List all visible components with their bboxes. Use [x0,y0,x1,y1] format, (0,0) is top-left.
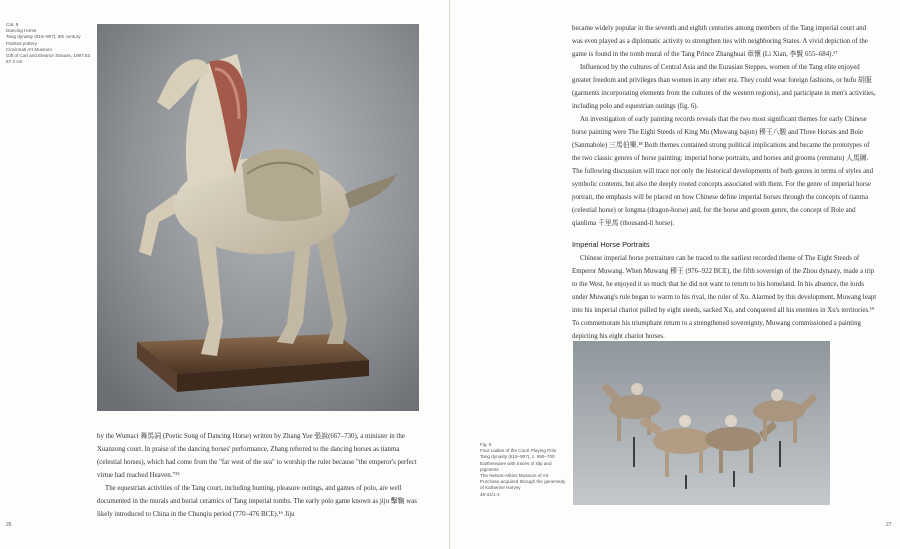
caption-line: Tang dynasty (618–907), c. 650–700 [480,454,555,460]
caption-line: Fig. 6 [480,442,492,447]
left-page-text [97,430,425,521]
caption-line: The Nelson-Atkins Museum of Art [480,473,549,479]
paragraph: Influenced by the cultures of Central Asia and the Eurasian Steppes, women of the Tang elite enjoyed greater freedom and privileges than women in any other era. They could wear foreign fashions, or hufu 胡服 (garments incorporating elements from the cultures of the western regions), and participate in men's activities, including polo and equestrian outings (fig. 6). [572,64,876,110]
paragraph: Chinese imperial horse portraiture can be traced to the earliest recorded theme of The Eight Steeds of Emperor Muwang. When Muwang 穆王 (976–922 BCE), the fifth sovereign of the Zhou dynasty, made a trip to the West, he enjoyed it so much that he did not want to return to his homeland. In his absence, the lords under Muwang's rule began to warm to his rival, the ruler of Xu. Alarmed by this development, Muwang leapt into his imperial chariot pulled by eight steeds, sacked Xu, and conquered all his enemies in Xu's territories.¹⁹ To commemorate his triumphant return to a strengthened sovereignty, Muwang commissioned a painting depicting his eight chariot horses. [572,255,877,340]
caption-line: Four Ladies of the Court Playing Polo [480,448,557,454]
caption-line: Purchase acquired through the generosity [480,479,566,485]
caption-line: Dancing Horse [6,28,37,34]
caption-line: Cat. 9 [6,22,19,27]
caption-line: Cincinnati Art Museum [6,46,52,52]
caption-line: Earthenware with traces of slip and [480,460,552,466]
page-number-left: 26 [6,522,12,528]
page-number-right: 27 [886,522,892,528]
caption-line: Tang dynasty (618–907), 8th century [6,34,81,40]
caption-line: of Katherine Harvey [480,485,521,491]
caption-line: 48-31/1-4 [480,491,500,497]
section-heading: Imperial Horse Portraits [572,240,650,249]
paragraph: An investigation of early painting records reveals that the two most significant themes for early Chinese horse painting were The Eight Steeds of King Mu (Muwang bajun) 穆王八駿 and Three Horses and Bole (Sanmabole) 三馬伯樂.¹⁸ Both themes contained strong political implications and became the prototypes of the two classic genres of horse painting: imperial horse portraits, and horses and grooms (renmatu) 人馬圖. The following discussion will trace not only the historical developments of both genres in terms of styles and symbolic contents, but also the deeply rooted concepts associated with them. For the genre of imperial horse portrait, the emphasis will be placed on how Chinese define imperial horses through the concepts of tianma (celestial horse) or longma (dragon-horse) and, for the horse and groom genre, the concept of Bole and qianlima 千里馬 (thousand-li horse). [572,116,874,227]
caption-line: pigments [480,466,499,472]
paragraph: by the Wumaci 舞馬詞 (Poetic Song of Dancing Horse) written by Zhang Yue 張說(667–730), a minister in the Xuanzong court. In praise of the dancing horses' performance, Zhang referred to the dancing horses as tianma (celestial horses), which had come from the "far west of the sea" to worship the ruler because "the emperor's perfect virtue had reached Heaven."¹⁵ [97,433,417,479]
fig-6-caption [480,442,566,498]
caption-line: 67.3 cm [6,59,23,65]
right-page-text [572,22,878,343]
caption-line: Painted pottery [6,40,37,46]
paragraph: became widely popular in the seventh and eighth centuries among members of the Tang imperial court and was even played as a diplomatic activity to strengthen ties with neighboring States. A vivid depiction of the game is found in the tomb mural of the Tang Prince Zhanghuai 章懷 (Li Xian, 李賢 655–684).¹⁷ [572,25,868,58]
page-gutter [449,0,450,549]
caption-line: Gift of Carl and Eleanor Strauss, 1997.53 [6,53,91,59]
polo-players-photo [573,341,830,505]
paragraph: The equestrian activities of the Tang court, including hunting, pleasure outings, and games of polo, are well documented in the murals and burial ceramics of Tang imperial tombs. The early polo game known as jiju 擊鞠 was likely introduced to China in the Chunqiu period (770–476 BCE).¹⁶ Jiju [97,485,417,518]
dancing-horse-photo [97,24,419,411]
cat-9-caption [6,22,91,65]
